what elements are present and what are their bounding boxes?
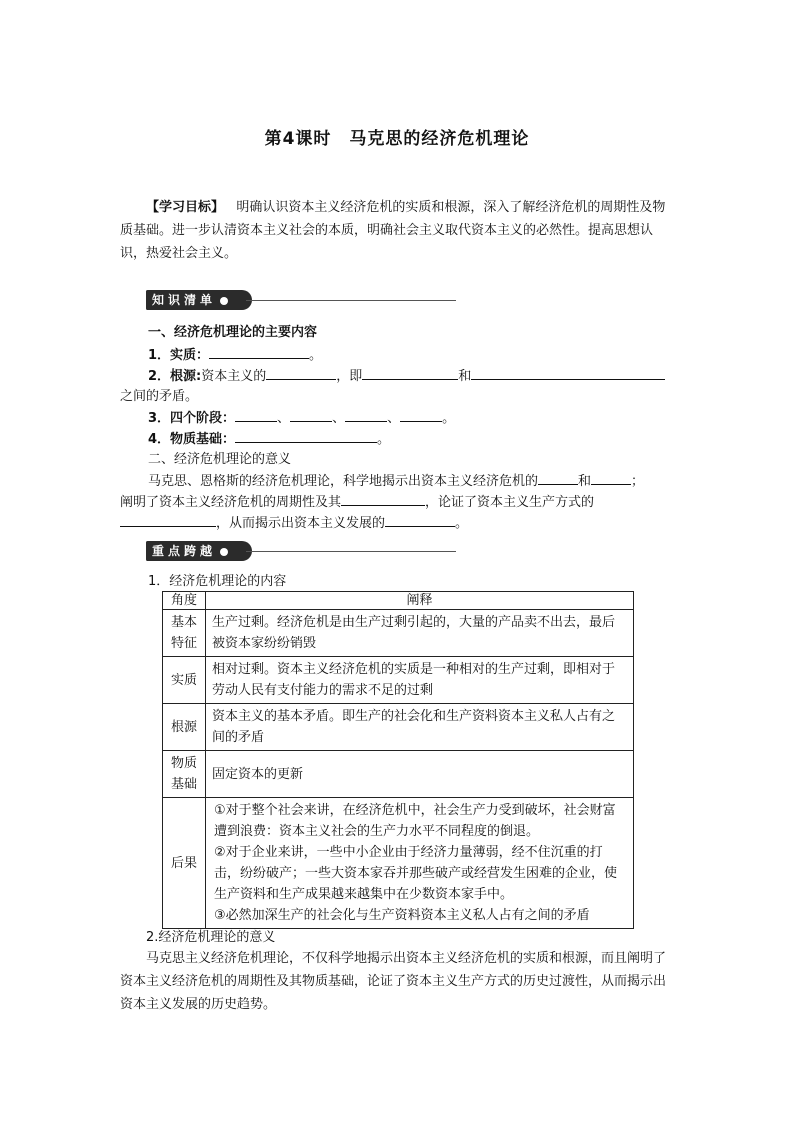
item-material-basis (120, 428, 704, 450)
bullet-dot-icon (220, 548, 228, 556)
text: ，论证了资本主义生产方式的 (425, 495, 595, 510)
text: 。 (455, 516, 469, 531)
cell-text: 固定资本的更新 (206, 751, 634, 798)
consequence-1: ①对于整个社会来讲，在经济危机中，社会生产力受到破坏，社会财富遭到浪费：资本主义社会的生产力水平不同程度的倒退。 (214, 803, 616, 839)
col-header-angle: 角度 (163, 592, 206, 610)
cell-angle: 实质 (163, 657, 206, 704)
table-row (163, 610, 634, 657)
text: 马克思、恩格斯的经济危机理论，科学地揭示出资本主义经济危机的 (148, 474, 539, 489)
cell-angle: 后果 (163, 798, 206, 929)
text: ，从而揭示出资本主义发展的 (216, 516, 386, 531)
answer-blank[interactable] (120, 512, 216, 527)
answer-blank[interactable] (471, 365, 665, 380)
item-label: 1．实质： (148, 348, 210, 363)
section-label-pill (146, 541, 252, 561)
section-label: 知识清单 (152, 293, 217, 307)
text: ； (631, 474, 645, 489)
answer-blank[interactable] (591, 470, 631, 485)
answer-blank[interactable] (235, 407, 277, 422)
section-label: 重点跨越 (152, 544, 217, 558)
answer-blank[interactable] (400, 407, 442, 422)
sep: 、 (332, 411, 346, 426)
text: 和 (578, 474, 592, 489)
cell-text: 生产过剩。经济危机是由生产过剩引起的，大量的产品卖不出去，最后被资本家纷纷销毁 (206, 610, 634, 657)
sep: 、 (277, 411, 291, 426)
item-label: 4．物质基础： (148, 432, 236, 447)
theory-table (162, 591, 634, 929)
theory-significance-text: 马克思主义经济危机理论，不仅科学地揭示出资本主义经济危机的实质和根源，而且阐明了资本主义经济危机的周期性及其物质基础，论证了资本主义生产方式的历史过渡性，从而揭示出资本主义发展的历史趋势。 (120, 951, 667, 1012)
page-title (0, 124, 794, 149)
item-root-cont: 之间的矛盾。 (120, 389, 199, 404)
cell-angle: 基本特征 (163, 610, 206, 657)
item-label: 3．四个阶段： (148, 411, 236, 426)
answer-blank[interactable] (235, 428, 377, 443)
learning-goal (120, 196, 676, 265)
answer-blank[interactable] (385, 512, 455, 527)
sep: 、 (387, 411, 401, 426)
section-rule (246, 551, 456, 552)
answer-blank[interactable] (266, 365, 336, 380)
section-key-points (146, 541, 456, 563)
text: ，即 (336, 369, 363, 384)
punct: 。 (309, 348, 323, 363)
section-label-pill (146, 290, 252, 310)
lesson-title: 马克思的经济危机理论 (349, 129, 530, 149)
significance-line-1 (120, 470, 704, 492)
lesson-number: 第4课时 (264, 129, 332, 149)
answer-blank[interactable] (209, 344, 309, 359)
section-rule (246, 300, 456, 301)
answer-blank[interactable] (290, 407, 332, 422)
item-four-stages (120, 407, 704, 429)
text: 资本主义的 (201, 369, 267, 384)
answer-blank[interactable] (538, 470, 578, 485)
text: 和 (458, 369, 472, 384)
cell-angle: 物质基础 (163, 751, 206, 798)
goal-tag: 【学习目标】 (146, 200, 225, 215)
table-row (163, 657, 634, 704)
significance-line-2 (120, 491, 676, 513)
text: 阐明了资本主义经济危机的周期性及其 (120, 495, 342, 510)
goal-text: 明确认识资本主义经济危机的实质和根源，深入了解经济危机的周期性及物质基础。进一步认清资本主义社会的本质，明确社会主义取代资本主义的必然性。提高思想认识，热爱社会主义。 (120, 200, 666, 261)
item-essence (120, 344, 704, 366)
cell-angle: 根源 (163, 704, 206, 751)
section-knowledge-list (146, 290, 456, 312)
item-label: 2．根源: (148, 369, 202, 384)
consequence-3: ③必然加深生产的社会化与生产资料资本主义私人占有之间的矛盾 (214, 908, 590, 923)
answer-blank[interactable] (362, 365, 458, 380)
table-row (163, 704, 634, 751)
cell-text: 资本主义的基本矛盾。即生产的社会化和生产资料资本主义私人占有之间的矛盾 (206, 704, 634, 751)
cell-text: 相对过剩。资本主义经济危机的实质是一种相对的生产过剩，即相对于劳动人民有支付能力的需求不足的过剩 (206, 657, 634, 704)
punct: 。 (377, 432, 391, 447)
heading-theory-significance: 2.经济危机理论的意义 (146, 930, 276, 945)
cell-consequences (206, 798, 634, 929)
item-root (120, 365, 704, 387)
answer-blank[interactable] (345, 407, 387, 422)
punct: 。 (442, 411, 456, 426)
bullet-dot-icon (220, 297, 228, 305)
heading-theory-content: 1．经济危机理论的内容 (148, 574, 287, 589)
table-row (163, 751, 634, 798)
heading-significance: 二、经济危机理论的意义 (148, 452, 292, 467)
table-header-row (163, 592, 634, 610)
significance-line-3 (120, 512, 676, 534)
heading-content: 一、经济危机理论的主要内容 (148, 325, 318, 340)
answer-blank[interactable] (341, 491, 425, 506)
table-row (163, 798, 634, 929)
col-header-explanation: 阐释 (206, 592, 634, 610)
consequence-2: ②对于企业来讲，一些中小企业由于经济力量薄弱，经不住沉重的打击，纷纷破产；一些大资本家吞并那些破产或经营发生困难的企业，使生产资料和生产成果越来越集中在少数资本家手中。 (214, 845, 618, 902)
